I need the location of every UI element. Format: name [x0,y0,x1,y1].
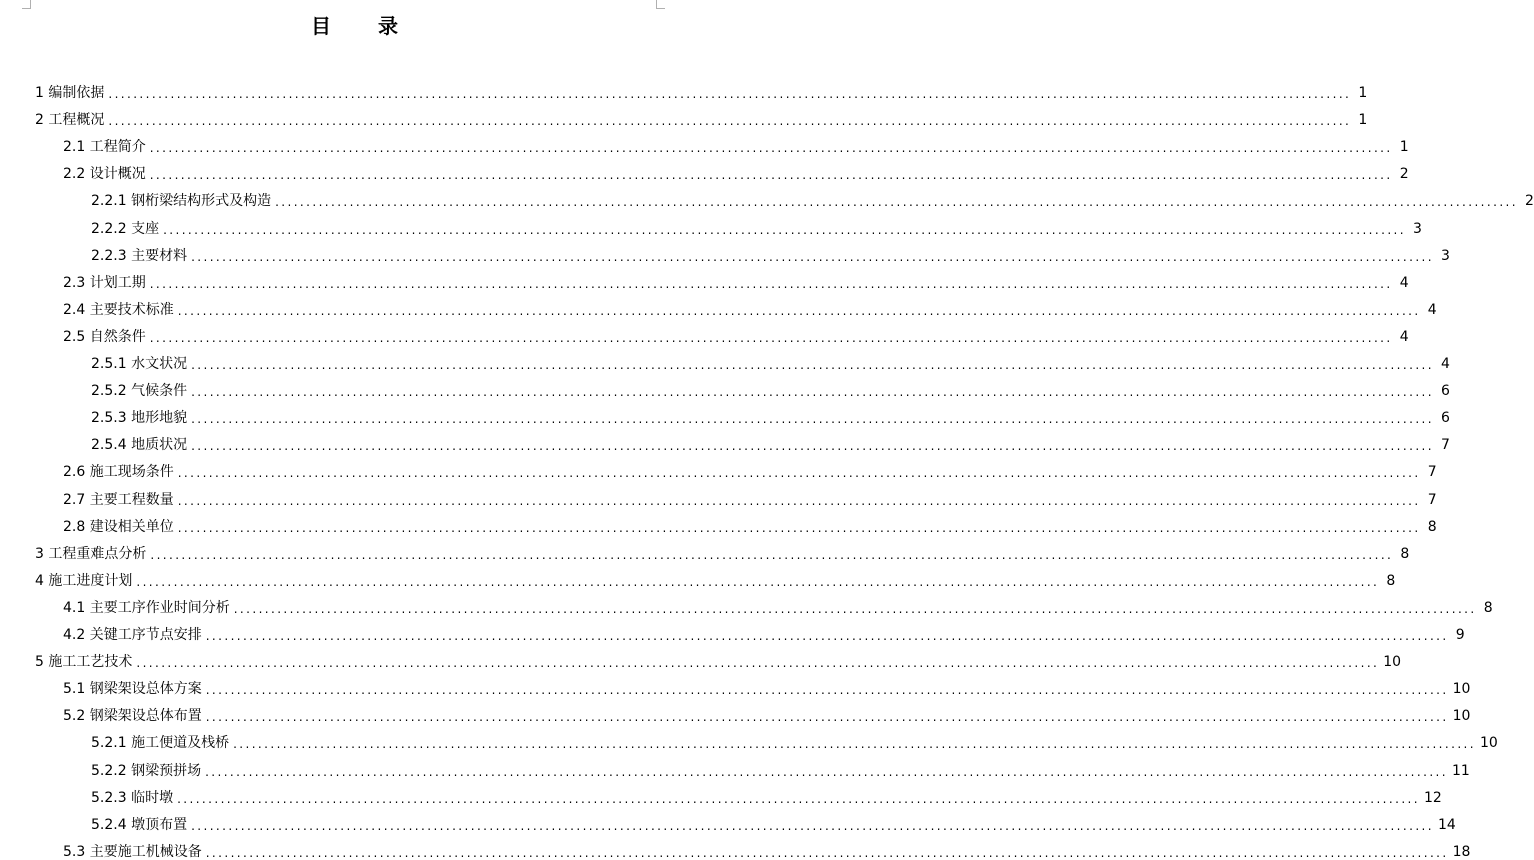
toc-entry-page-number: 10 [1452,708,1471,725]
toc-entry[interactable] [91,724,1498,752]
toc-entry-label: 5.2 钢梁架设总体布置 [63,708,202,725]
toc-entry-page-number: 7 [1427,464,1437,481]
toc-entry-page-number: 3 [1441,247,1450,264]
toc-entry-page-number: 18 [1452,843,1471,860]
toc-entry-label: 2.5.2 气候条件 [91,383,188,400]
toc-dot-leader: ........................................................................................................................................................................................................ [149,276,1393,291]
toc-entry[interactable] [35,74,1368,101]
toc-entry-label: 5.1 钢梁架设总体方案 [63,681,202,698]
toc-dot-leader: ........................................................................................................................................................................................................ [205,764,1448,779]
toc-entry-label: 2.2 设计概况 [63,166,146,183]
toc-entry-label: 2.7 主要工程数量 [63,491,174,508]
toc-entry-label: 5.3 主要施工机械设备 [63,843,202,860]
crop-mark-top-left [22,0,31,9]
toc-entry[interactable] [63,318,1409,345]
toc-dot-leader: ........................................................................................................................................................................................................ [149,330,1393,345]
toc-entry-label: 2.2.1 钢桁梁结构形式及构造 [91,193,272,210]
toc-entry-page-number: 12 [1423,789,1442,806]
toc-entry[interactable] [63,670,1471,698]
toc-entry-label: 2.5.3 地形地貌 [91,410,188,427]
toc-entry-page-number: 1 [1358,112,1368,129]
toc-entry-page-number: 9 [1455,627,1465,643]
toc-entry-label: 2.5.1 水文状况 [91,356,188,372]
toc-dot-leader: ........................................................................................................................................................................................................ [150,547,1394,562]
toc-dot-leader: ........................................................................................................................................................................................................ [136,656,1380,671]
toc-dot-leader: ........................................................................................................................................................................................................ [191,412,1434,427]
toc-entry-page-number: 8 [1400,545,1410,562]
toc-entry[interactable] [91,372,1450,400]
toc-entry-label: 2.6 施工现场条件 [63,464,174,481]
toc-dot-leader: ........................................................................................................................................................................................................ [177,791,1420,806]
toc-entry-page-number: 3 [1413,220,1422,237]
toc-entry-page-number: 7 [1427,491,1437,508]
toc-entry-label: 1 编制依据 [35,85,105,101]
toc-entry[interactable] [35,643,1402,671]
toc-entry-label: 5 施工工艺技术 [35,654,133,671]
toc-entry[interactable] [63,481,1437,508]
toc-entry[interactable] [35,535,1410,562]
toc-dot-leader: ........................................................................................................................................................................................................ [205,710,1449,725]
toc-entry-page-number: 11 [1451,762,1470,779]
toc-dot-leader: ........................................................................................................................................................................................................ [205,629,1449,643]
toc-entry[interactable] [91,399,1450,427]
crop-mark-top-right [656,0,665,9]
toc-entry[interactable] [91,345,1450,372]
toc-entry-page-number: 4 [1441,356,1450,372]
toc-entry-page-number: 4 [1399,274,1409,291]
toc-entry-label: 2.2.2 支座 [91,220,160,237]
toc-entry-page-number: 8 [1386,572,1396,589]
toc-entry-label: 2.5 自然条件 [63,328,146,345]
toc-title: 目 录 [311,14,418,38]
toc-entry-label: 2.5.4 地质状况 [91,437,188,454]
toc-entry-page-number: 6 [1441,383,1450,400]
toc-dot-leader: ........................................................................................................................................................................................................ [163,222,1406,237]
toc-entry[interactable] [35,562,1396,589]
toc-entry-page-number: 10 [1383,654,1402,671]
toc-dot-leader: ........................................................................................................................................................................................................ [108,114,1352,129]
toc-dot-leader: ........................................................................................................................................................................................................ [233,601,1477,616]
toc-dot-leader: ........................................................................................................................................................................................................ [233,737,1476,752]
toc-entry-label: 2.4 主要技术标准 [63,301,174,318]
toc-entry[interactable] [63,616,1465,643]
toc-entry[interactable] [63,291,1437,318]
toc-entry-page-number: 8 [1427,518,1437,535]
toc-dot-leader: ........................................................................................................................................................................................................ [136,574,1380,589]
toc-entry-label: 3 工程重难点分析 [35,545,147,562]
toc-dot-leader: ........................................................................................................................................................................................................ [191,249,1434,264]
toc-dot-leader: ........................................................................................................................................................................................................ [191,385,1434,400]
toc-dot-leader: ........................................................................................................................................................................................................ [275,195,1518,210]
toc-entry-page-number: 1 [1358,85,1368,101]
toc-entry-page-number: 2 [1399,166,1409,183]
toc-entry[interactable] [91,426,1450,454]
toc-dot-leader: ........................................................................................................................................................................................................ [191,818,1434,833]
toc-entry-page-number: 4 [1427,301,1437,318]
toc-dot-leader: ........................................................................................................................................................................................................ [149,141,1393,156]
toc-entry-label: 4 施工进度计划 [35,572,133,589]
toc-entry[interactable] [63,589,1493,616]
toc-entry[interactable] [91,237,1450,264]
toc-dot-leader: ........................................................................................................................................................................................................ [205,845,1449,860]
toc-dot-leader: ........................................................................................................................................................................................................ [177,493,1421,508]
toc-entry[interactable] [91,182,1534,210]
toc-dot-leader: ........................................................................................................................................................................................................ [177,520,1421,535]
toc-entry-page-number: 2 [1525,193,1534,210]
toc-entry-label: 2.3 计划工期 [63,274,146,291]
toc-entry[interactable] [63,128,1409,156]
toc-dot-leader: ........................................................................................................................................................................................................ [191,439,1434,454]
toc-dot-leader: ........................................................................................................................................................................................................ [177,303,1421,318]
toc-entry-page-number: 10 [1479,735,1498,752]
toc-dot-leader: ........................................................................................................................................................................................................ [108,87,1352,101]
toc-entry-page-number: 4 [1399,328,1409,345]
toc-entry-page-number: 8 [1483,599,1493,616]
toc-entry-label: 2 工程概况 [35,112,105,129]
toc-entry-page-number: 1 [1399,139,1409,156]
toc-dot-leader: ........................................................................................................................................................................................................ [205,683,1449,698]
toc-dot-leader: ........................................................................................................................................................................................................ [191,358,1434,372]
toc-entry-label: 2.1 工程简介 [63,139,146,156]
toc-entry[interactable] [63,453,1437,481]
toc-entry[interactable] [91,752,1470,779]
toc-entry[interactable] [63,833,1471,860]
toc-entry-label: 5.2.4 墩顶布置 [91,816,188,833]
toc-entry-label: 5.2.1 施工便道及栈桥 [91,735,230,752]
toc-dot-leader: ........................................................................................................................................................................................................ [149,168,1393,183]
toc-dot-leader: ........................................................................................................................................................................................................ [177,466,1421,481]
toc-entry-label: 4.1 主要工序作业时间分析 [63,599,230,616]
toc-entry[interactable] [63,508,1437,535]
toc-entry[interactable] [91,806,1456,833]
toc-entry-label: 5.2.3 临时墩 [91,789,174,806]
toc-entry-label: 5.2.2 钢梁预拼场 [91,762,202,779]
toc-entry-page-number: 6 [1441,410,1450,427]
toc-entry-page-number: 7 [1441,437,1450,454]
toc-entry-label: 2.8 建设相关单位 [63,518,174,535]
toc-entry[interactable] [63,155,1409,183]
toc-entry-label: 2.2.3 主要材料 [91,247,188,264]
toc-entry-page-number: 14 [1437,816,1456,833]
toc-entry-page-number: 10 [1452,681,1471,698]
toc-entry[interactable] [35,101,1368,129]
toc-entry-label: 4.2 关键工序节点安排 [63,627,202,643]
toc-entry[interactable] [91,210,1422,237]
toc-entry[interactable] [63,697,1471,725]
toc-entry[interactable] [63,264,1409,291]
toc-entry[interactable] [91,779,1442,806]
